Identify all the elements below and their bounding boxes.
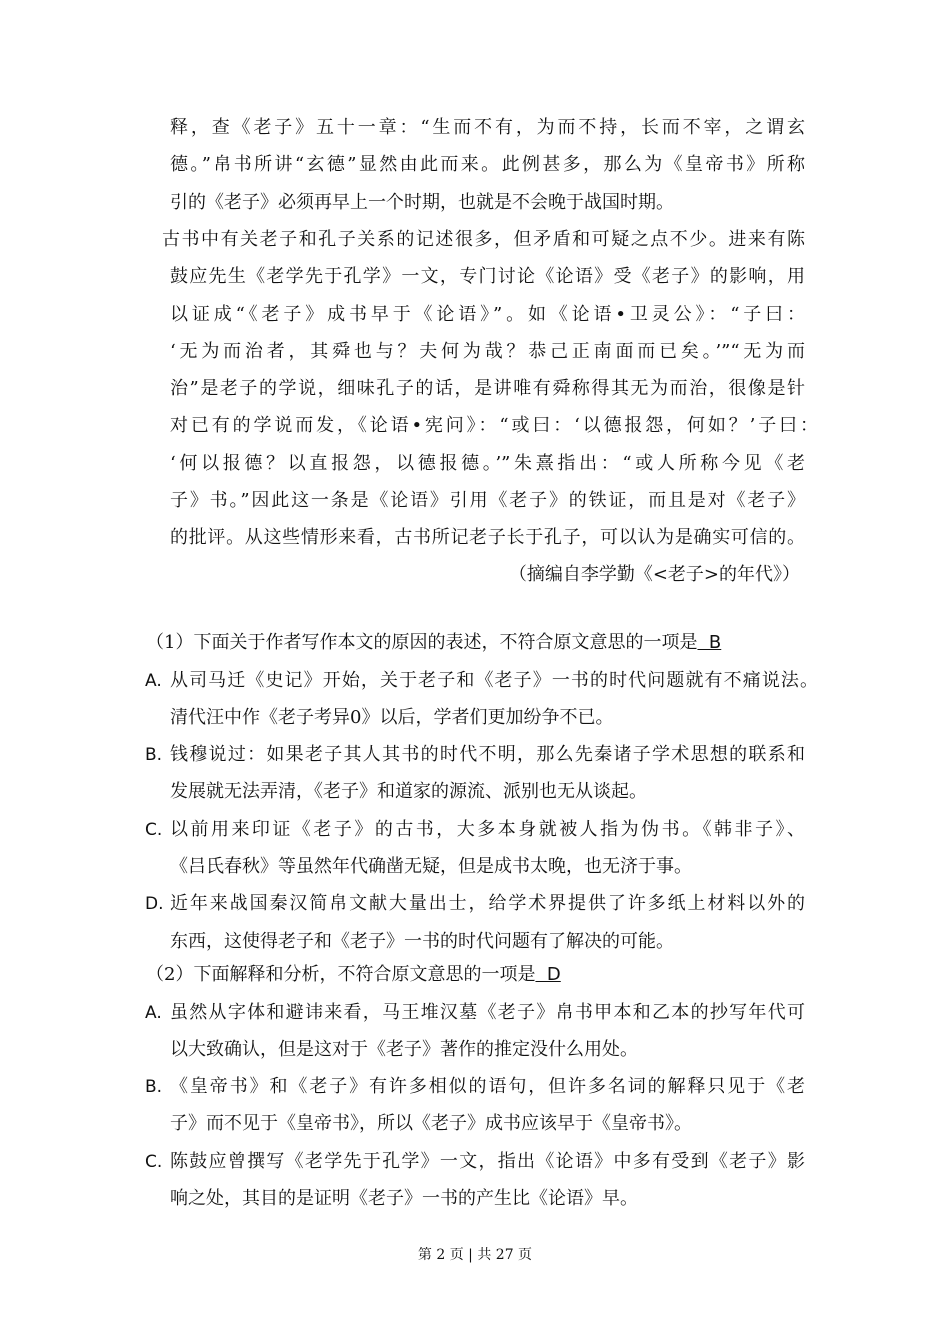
option-line: 响之处，其目的是证明《老子》一书的产生比《论语》早。	[170, 1188, 638, 1209]
question-stem	[146, 631, 721, 655]
passage-line: 治”是老子的学说，细味孔子的话，是讲唯有舜称得其无为而治，很像是针	[170, 378, 805, 400]
option-line: 子》而不见于《皇帝书》，所以《老子》成书应该早于《皇帝书》。	[170, 1113, 692, 1135]
option-line: 以前用来印证《老子》的古书，大多本身就被人指为伪书。《韩非子》、	[170, 818, 805, 840]
option-label: D.	[145, 894, 164, 915]
option-label: C.	[145, 819, 163, 840]
option-line: 清代汪中作《老子考异0》以后，学者们更加纷争不已。	[170, 706, 614, 728]
passage-line: 对已有的学说而发，《论语•宪问》：“或曰：‘以德报怨，何如？’子曰：	[170, 415, 818, 437]
option-label: A.	[145, 670, 162, 691]
option-line: 近年来战国秦汉简帛文献大量出士，给学术界提供了许多纸上材料以外的	[170, 893, 805, 915]
option-line: 陈鼓应曾撰写《老学先于孔学》一文，指出《论语》中多有受到《老子》影	[170, 1150, 805, 1172]
option-line: 钱穆说过：如果老子其人其书的时代不明，那么先秦诸子学术思想的联系和	[170, 744, 805, 766]
option-line: 《吕氏春秋》等虽然年代确凿无疑，但是成书太晚，也无济于事。	[170, 856, 692, 877]
passage-line: 释，查《老子》五十一章：“生而不有，为而不持，长而不宰，之谓玄	[170, 117, 805, 138]
passage-line: 的批评。从这些情形来看，古书所记老子长于孔子，可以认为是确实可信的。	[170, 527, 805, 549]
option-line: 《皇帝书》和《老子》有许多相似的语句，但许多名词的解释只见于《老	[170, 1076, 805, 1098]
question-text: （1）下面关于作者写作本文的原因的表述，不符合原文意思的一项是	[146, 632, 698, 653]
passage-line: 子》书。”因此这一条是《论语》引用《老子》的铁证，而且是对《老子》	[170, 490, 805, 511]
passage-line: ‘何以报德？以直报怨，以德报德。’”朱熹指出：“或人所称今见《老	[170, 452, 805, 474]
option-label: B.	[145, 745, 163, 766]
answer-blank: D	[535, 964, 561, 985]
page-footer: 第 2 页 | 共 27 页	[417, 1247, 533, 1263]
passage-line: ‘无为而治者，其舜也与？夫何为哉？恭己正南面而已矣。’”“无为而	[170, 340, 805, 362]
passage-line: 引的《老子》必须再早上一个时期，也就是不会晚于战国时期。	[170, 191, 674, 213]
option-line: 从司马迁《史记》开始，关于老子和《老子》一书的时代问题就有不痛说法。	[170, 669, 818, 691]
option-label: C.	[145, 1151, 163, 1172]
option-line: 发展就无法弄清，《老子》和道家的源流、派别也无从谈起。	[170, 781, 647, 803]
option-line: 虽然从字体和避讳来看，马王堆汉墓《老子》帛书甲本和乙本的抄写年代可	[170, 1001, 805, 1023]
passage-line: 以证成“《老子》成书早于《论语》”。如《论语•卫灵公》：“子曰：	[170, 303, 805, 325]
question-text: （2）下面解释和分析，不符合原文意思的一项是	[146, 964, 536, 985]
source-attribution: （摘编自李学勤《<老子>的年代》）	[508, 564, 800, 585]
passage-line: 德。”帛书所讲“玄德”显然由此而来。此例甚多，那么为《皇帝书》所称	[170, 154, 805, 176]
option-label: B.	[145, 1077, 163, 1098]
question-stem	[146, 963, 561, 987]
passage-line: 古书中有关老子和孔子关系的记述很多，但矛盾和可疑之点不少。进来有陈	[162, 228, 805, 250]
option-label: A.	[145, 1002, 162, 1023]
answer-blank: B	[697, 632, 722, 653]
option-line: 以大致确认，但是这对于《老子》著作的推定没什么用处。	[170, 1038, 638, 1060]
passage-line: 鼓应先生《老学先于孔学》一文，专门讨论《论语》受《老子》的影响，用	[170, 266, 805, 288]
option-line: 东西，这使得老子和《老子》一书的时代问题有了解决的可能。	[170, 930, 674, 952]
